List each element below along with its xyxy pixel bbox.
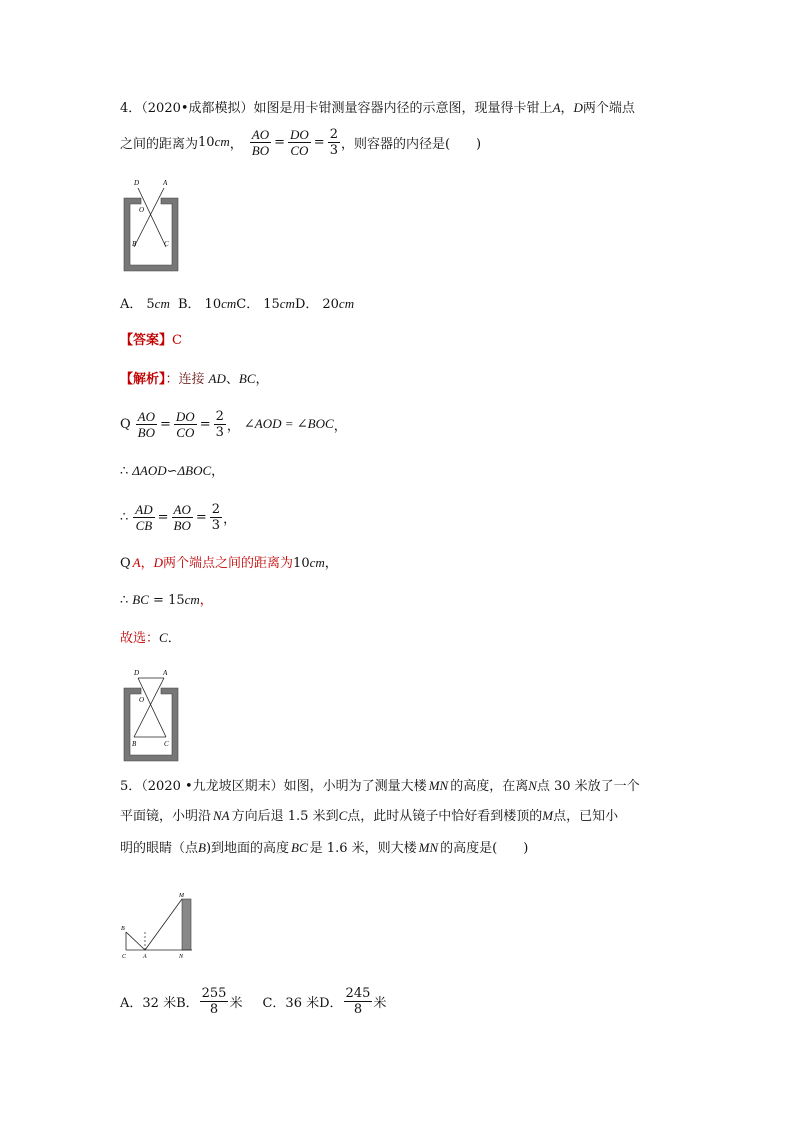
distance-value: 10 [293, 556, 310, 571]
analysis-line3 [120, 461, 224, 482]
segment-ad: AD [208, 371, 226, 386]
therefore-symbol: ∴ [120, 509, 129, 525]
label-c: C [164, 240, 169, 248]
period: ． [167, 631, 181, 646]
caliper-arm-ab [134, 678, 164, 737]
q5-text: 点 30 米放了一个 [536, 779, 640, 794]
comma: ， [140, 556, 154, 571]
because-symbol: Q [120, 556, 131, 571]
bc-value: = 15 [148, 593, 185, 608]
q4-line2-tail: ，则容器的内径是( ) [340, 136, 482, 152]
option-a-unit: cm [154, 296, 170, 311]
label-b: B [132, 240, 137, 248]
q4-line2-head: 之间的距离为 [120, 136, 199, 152]
choose-value: C [159, 630, 168, 645]
option-c-label: C． [236, 297, 260, 312]
point-a: A [132, 555, 141, 570]
direction-na: NA [213, 808, 230, 823]
fraction-denominator: BO [251, 142, 270, 158]
fraction-denominator: 8 [353, 1001, 363, 1017]
q5-text: 方向后退 1.5 米到 [231, 809, 339, 824]
segment-bc: BC [132, 592, 149, 607]
option-d-unit: 米 [373, 995, 387, 1011]
label-d: D [134, 669, 140, 677]
option-b-fraction [200, 986, 229, 1017]
option-c-unit: cm [279, 296, 295, 311]
label-a: A [143, 954, 147, 960]
option-b-label: B． [176, 995, 199, 1011]
fraction-denominator: BO [173, 517, 191, 533]
comma: ， [324, 556, 338, 571]
q4-number: 4． [120, 101, 142, 116]
analysis-intro: ：连接 [165, 372, 205, 387]
label-d: D [134, 179, 140, 187]
caliper-figure [118, 176, 184, 274]
angle-equation: ∠AOD = ∠BOC [243, 416, 334, 431]
fraction-denominator: 8 [209, 1001, 219, 1017]
option-d-value: 20 [322, 297, 339, 312]
label-c: C [122, 954, 127, 960]
container-wall [124, 198, 178, 271]
comma: ， [211, 464, 225, 479]
label-b: B [132, 740, 137, 748]
q5-number: 5． [120, 779, 142, 794]
bc-unit: cm [184, 592, 200, 607]
container-wall [124, 688, 178, 761]
q4-var-d: D [573, 100, 583, 115]
building [182, 899, 191, 950]
point-n: N [528, 778, 537, 793]
q4-line1-tail: 两个端点 [582, 101, 635, 116]
option-b-unit: cm [221, 296, 237, 311]
fraction-numerator: 245 [345, 985, 371, 1001]
fraction-numerator: AO [173, 501, 191, 517]
fraction-numerator: AO [251, 126, 270, 142]
fraction-2-3-b [210, 502, 222, 533]
analysis-line1 [120, 369, 269, 390]
option-d-unit: cm [338, 296, 355, 311]
sight-line-ba [126, 932, 145, 950]
fraction-ad-cb [133, 502, 154, 533]
segment-bc: BC [291, 840, 308, 855]
q5-text: 是 1.6 米，则大楼 [309, 841, 417, 856]
option-d-label: D． [319, 995, 343, 1011]
q5-text: 如图，小明为了测量大楼 [283, 779, 427, 794]
analysis-line4 [120, 497, 236, 537]
fraction-denominator: CO [290, 142, 309, 158]
therefore-symbol: ∴ [120, 464, 129, 479]
label-n: N [179, 954, 184, 960]
option-a-value: 5 [146, 297, 155, 312]
comma: ， [223, 511, 237, 527]
q5-line2 [120, 806, 618, 827]
fraction-numerator: 2 [215, 408, 224, 424]
comma: ， [255, 372, 269, 387]
q4-fraction-ao-bo [250, 127, 271, 158]
q4-source: （2020•成都模拟） [141, 101, 254, 116]
therefore-symbol: ∴ [120, 593, 129, 608]
fraction-denominator: CO [176, 424, 195, 440]
building-mn: MN [418, 840, 439, 855]
q5-text: 点，已知小 [553, 809, 619, 824]
q4-line2 [120, 122, 481, 162]
label-o: O [139, 696, 145, 704]
option-a-label: A． [120, 297, 143, 312]
q4-line1-text: 如图是用卡钳测量容器内径的示意图，现量得卡钳上 [253, 101, 553, 116]
fraction-denominator: CB [135, 517, 153, 533]
fraction-numerator: AD [135, 501, 153, 517]
q4-sep: ， [560, 101, 574, 116]
fraction-numerator: 2 [211, 501, 221, 517]
analysis-label: 【解析】 [120, 372, 166, 387]
point-c: C [338, 808, 348, 823]
q4-line2-comma: ， [229, 136, 243, 152]
analysis-line7 [120, 628, 181, 649]
analysis-line5 [120, 553, 338, 574]
comma: ， [226, 418, 240, 434]
q4-options [120, 294, 354, 315]
q5-options [120, 982, 386, 1020]
equals-sign: = [274, 134, 285, 150]
list-separator: 、 [225, 372, 239, 387]
equals-sign: = [160, 416, 171, 432]
fraction-numerator: AO [137, 408, 156, 424]
analysis-line2 [120, 404, 347, 444]
q5-text: 平面镜，小明沿 [120, 809, 212, 824]
distance-unit: cm [309, 555, 325, 570]
q5-text: )到地面的高度 [205, 841, 290, 856]
q5-text: 的高度是( ) [440, 841, 529, 856]
label-m: M [179, 893, 184, 899]
answer-line [120, 331, 182, 351]
comma: ， [199, 593, 213, 608]
fraction-denominator: BO [137, 424, 156, 440]
caliper-arm-ab [134, 188, 164, 247]
fraction-2-3 [214, 409, 226, 440]
point-m: M [542, 808, 554, 823]
q4-dist-value: 10 [198, 134, 215, 150]
option-c-value: 15 [263, 297, 280, 312]
label-a: A [163, 669, 168, 677]
label-b: B [121, 926, 125, 932]
point-d: D [153, 555, 164, 570]
fraction-numerator: 255 [201, 985, 227, 1001]
option-b-label: B． [177, 297, 201, 312]
label-a: A [163, 179, 168, 187]
caliper-arm-da [138, 188, 166, 247]
fraction-numerator: 2 [329, 126, 338, 142]
answer-value: C [172, 333, 182, 348]
sight-line-am [145, 899, 182, 950]
caliper-figure-analysis [118, 666, 184, 764]
label-o: O [139, 206, 145, 214]
option-c: C．36 米 [262, 995, 320, 1011]
fraction-do-co [174, 409, 197, 440]
fraction-ao-bo-2 [172, 502, 193, 533]
equals-sign: = [313, 134, 325, 150]
fraction-denominator: 3 [329, 142, 338, 158]
fraction-denominator: 3 [215, 424, 224, 440]
option-b-unit: 米 [229, 995, 243, 1011]
caliper-arm-da [138, 678, 166, 737]
fraction-ao-bo [136, 409, 157, 440]
q5-text: 的高度，在离 [450, 779, 529, 794]
label-c: C [164, 740, 169, 748]
q4-line1 [120, 98, 635, 119]
fraction-numerator: DO [290, 126, 309, 142]
comma: ， [333, 418, 347, 434]
option-d-fraction [344, 986, 373, 1017]
equals-sign: = [199, 416, 211, 432]
option-a: A．32 米 [120, 995, 177, 1011]
q4-fraction-2-3 [328, 127, 340, 158]
option-d-label: D． [294, 297, 319, 312]
q5-source: （2020 •九龙坡区期末） [141, 779, 284, 794]
q4-fraction-do-co [288, 127, 311, 158]
fraction-numerator: DO [175, 408, 195, 424]
q5-line3 [120, 838, 528, 859]
answer-label: 【答案】 [120, 333, 173, 348]
segment-bc: BC [238, 371, 256, 386]
similar-triangles: ΔAOD∽ΔBOC [132, 463, 212, 478]
q5-text: 点，此时从镜子中恰好看到楼顶的 [347, 809, 543, 824]
building-mn: MN [428, 778, 449, 793]
because-symbol: Q [120, 416, 131, 432]
q5-text: 明的眼睛（点 [120, 841, 199, 856]
q4-dist-unit: cm [214, 134, 230, 149]
analysis-distance-text: 两个端点之间的距离为 [163, 556, 294, 571]
option-b-value: 10 [204, 297, 222, 312]
q5-line1 [120, 776, 640, 797]
choose-label: 故选： [120, 631, 160, 646]
equals-sign: = [195, 509, 207, 525]
analysis-line6 [120, 590, 213, 611]
q4-var-a: A [552, 100, 561, 115]
mirror-figure [118, 888, 198, 962]
fraction-denominator: 3 [211, 517, 221, 533]
equals-sign: = [157, 509, 169, 525]
point-b: B [198, 840, 206, 855]
